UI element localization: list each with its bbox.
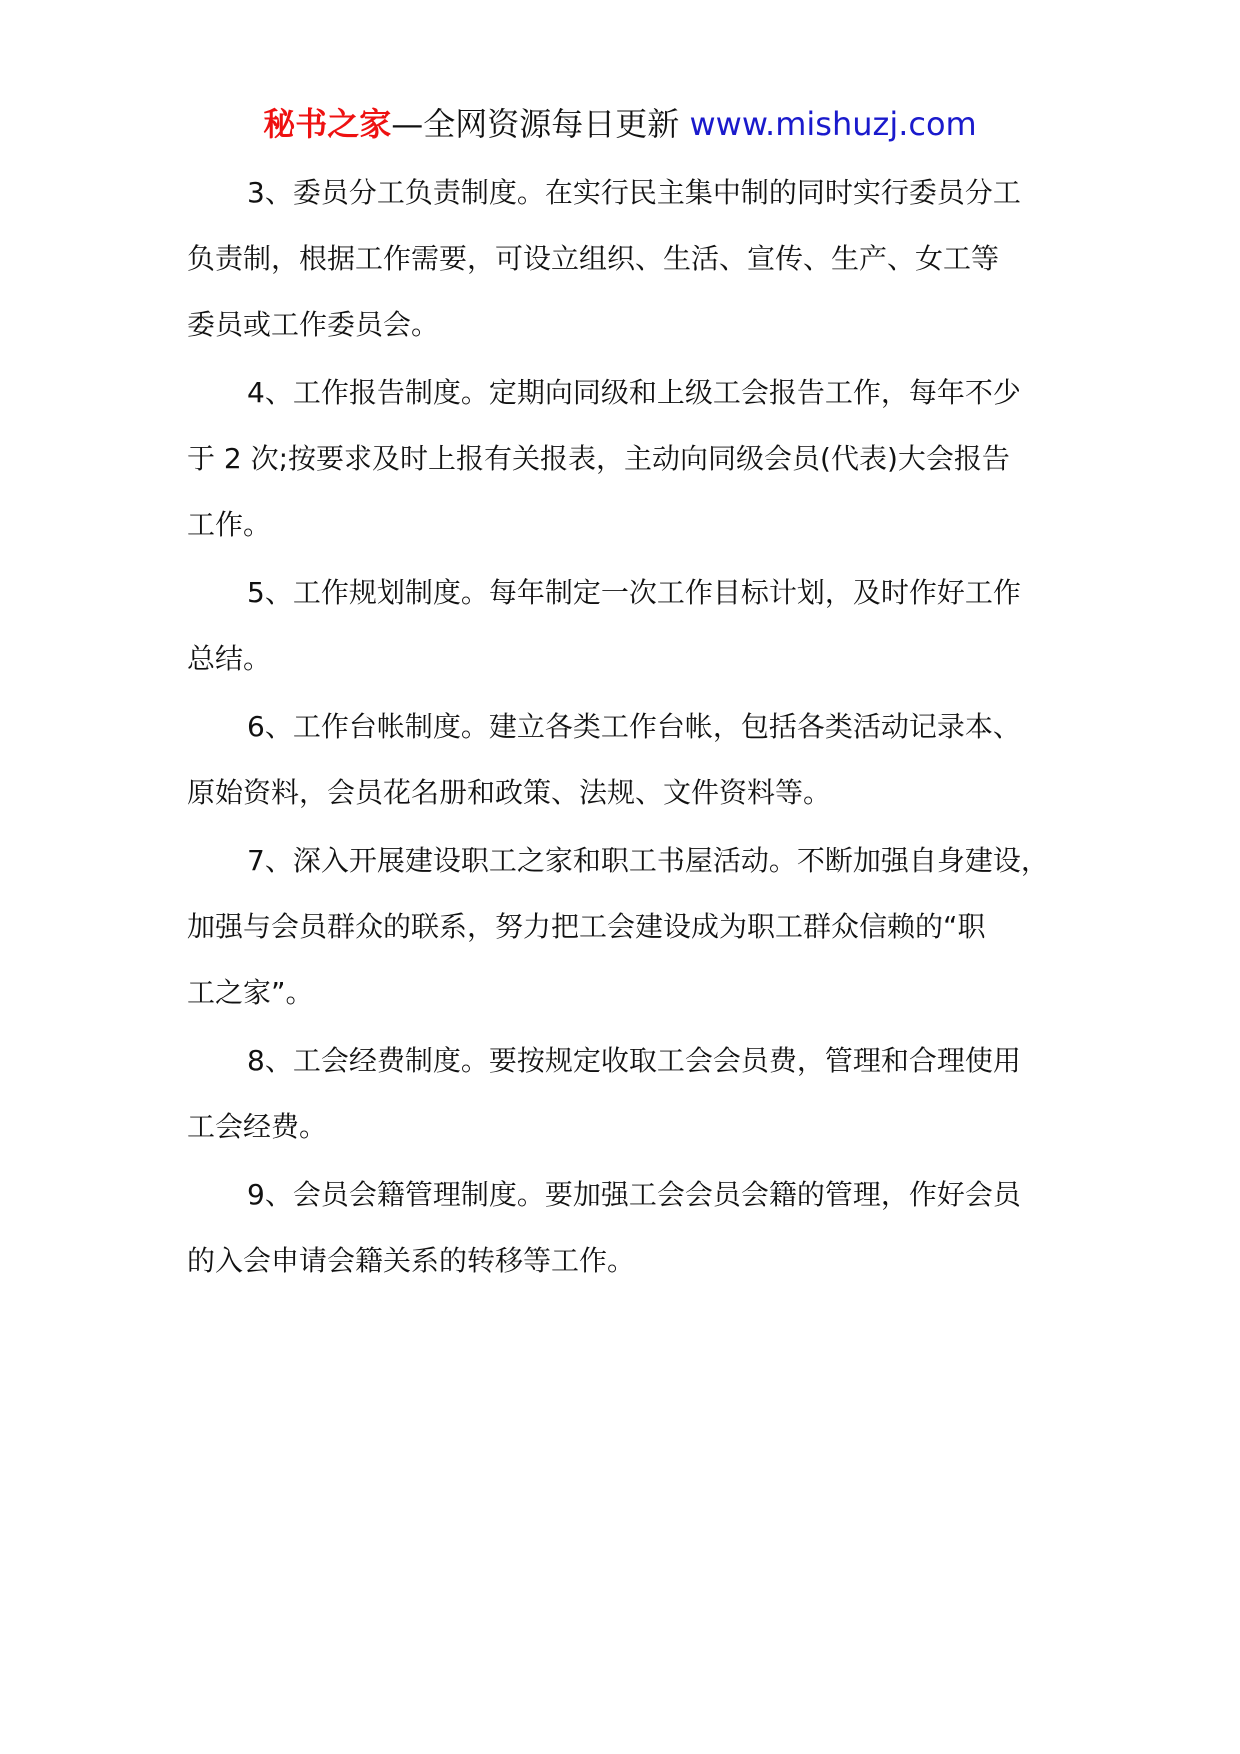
paragraph-5: 5、工作规划制度。每年制定一次工作目标计划，及时作好工作 总结。	[187, 576, 1021, 675]
paragraph-3: 3、委员分工负责制度。在实行民主集中制的同时实行委员分工 负责制，根据工作需要，可设立组织、生活、宣传、生产、女工等 委员或工作委员会。	[187, 176, 1021, 341]
paragraph-9: 9、会员会籍管理制度。要加强工会会员会籍的管理，作好会员 的入会申请会籍关系的转移等工作。	[187, 1178, 1021, 1277]
document-body	[187, 160, 1067, 1296]
site-url-link[interactable]: www.mishuzj.com	[689, 105, 977, 143]
brand-name: 秘书之家	[263, 105, 392, 143]
paragraph-7: 7、深入开展建设职工之家和职工书屋活动。不断加强自身建设， 加强与会员群众的联系，努力把工会建设成为职工群众信赖的“职 工之家”。	[187, 844, 1049, 1009]
page-header	[0, 100, 1240, 148]
header-tagline: —全网资源每日更新	[391, 105, 690, 143]
paragraph-6: 6、工作台帐制度。建立各类工作台帐，包括各类活动记录本、 原始资料，会员花名册和政策、法规、文件资料等。	[187, 710, 1021, 809]
paragraph-8: 8、工会经费制度。要按规定收取工会会员费，管理和合理使用 工会经费。	[187, 1044, 1021, 1143]
paragraph-4: 4、工作报告制度。定期向同级和上级工会报告工作，每年不少 于 2 次;按要求及时上报有关报表，主动向同级会员(代表)大会报告 工作。	[187, 376, 1021, 541]
